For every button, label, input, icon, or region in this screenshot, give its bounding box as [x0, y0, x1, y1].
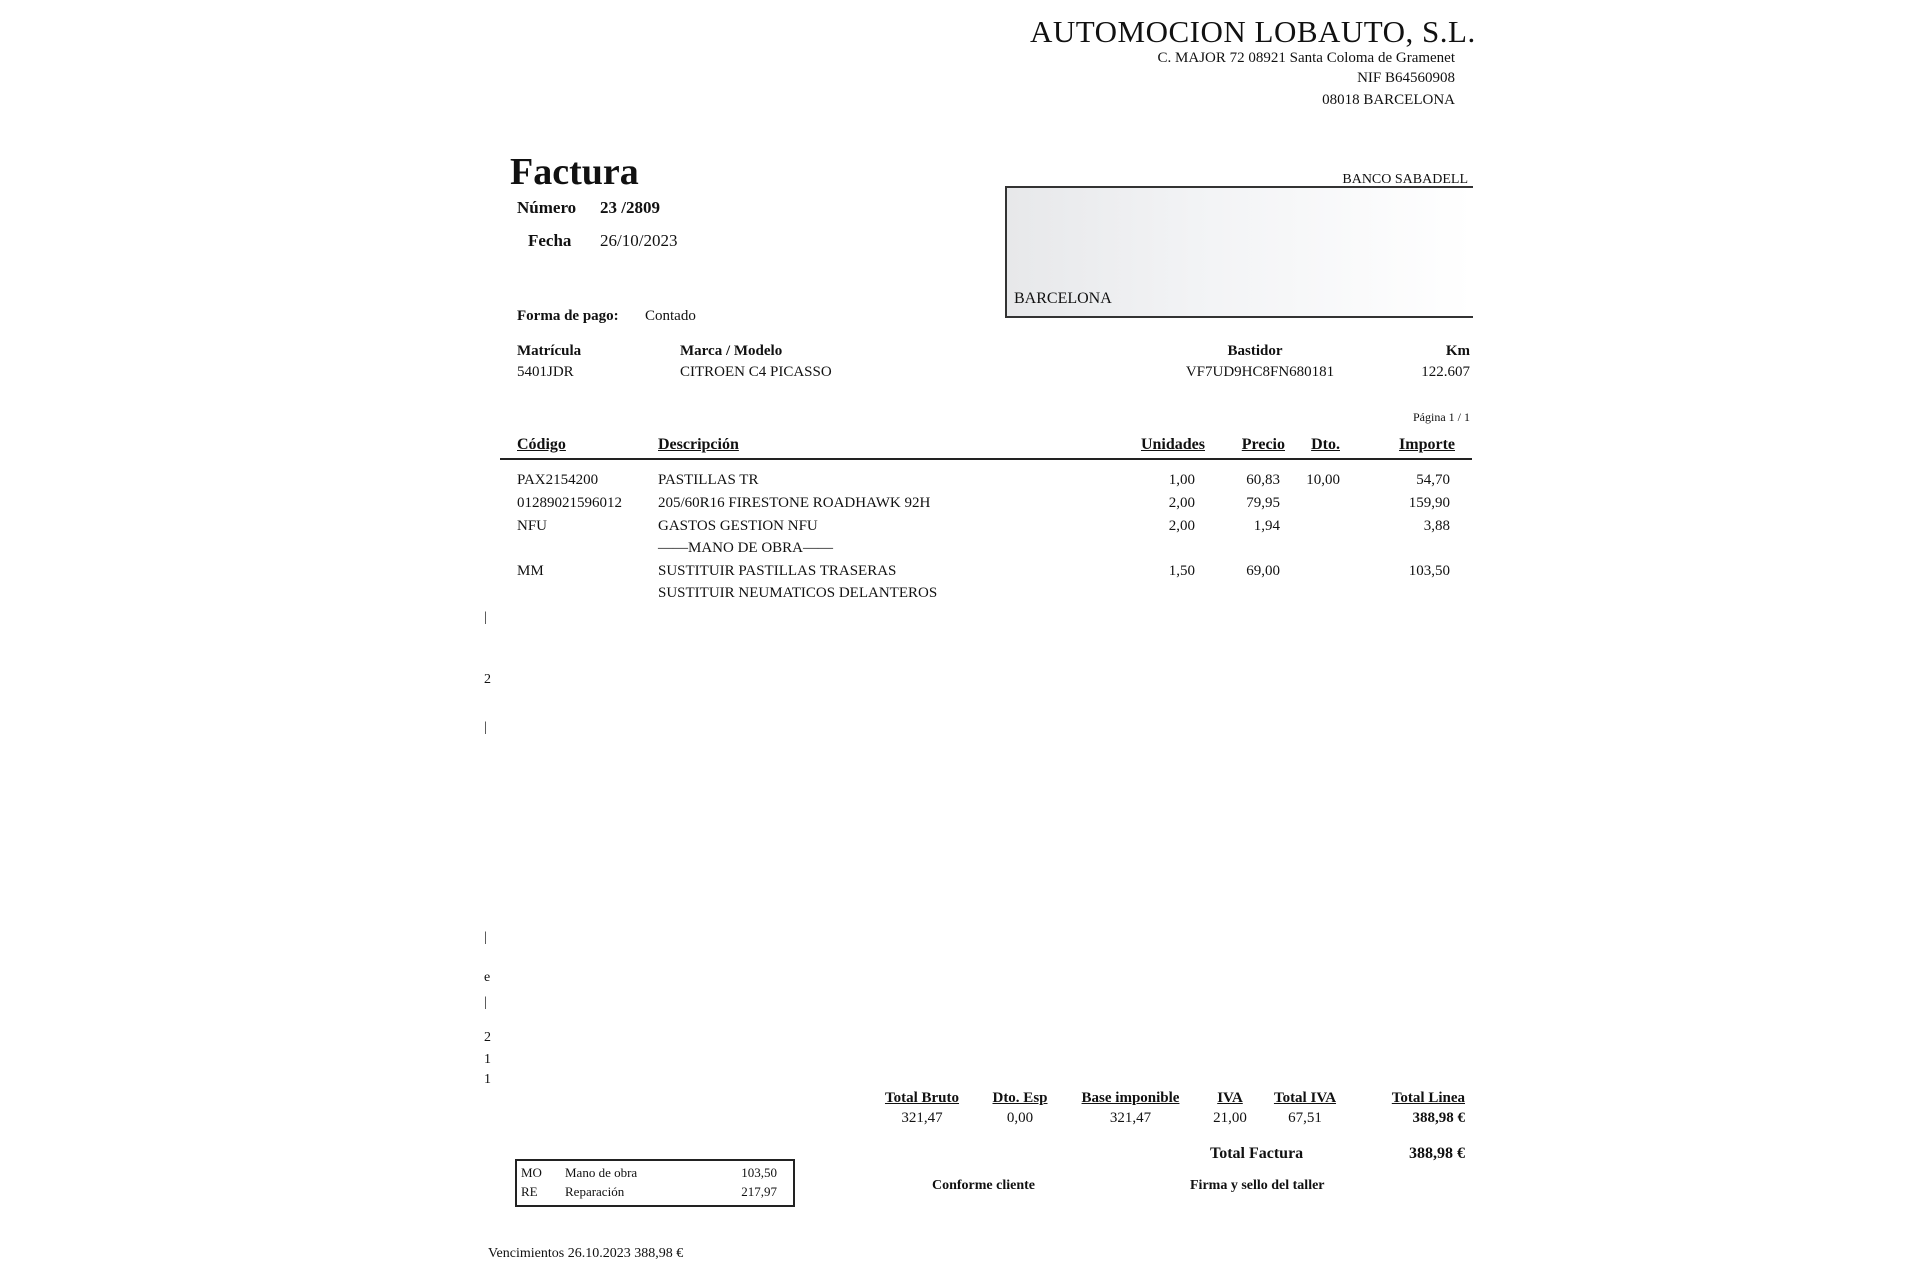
total-gross-value: 321,47: [901, 1110, 943, 1126]
chassis-label: Bastidor: [1227, 343, 1283, 359]
summary-box: [515, 1159, 795, 1207]
payment-label: Forma de pago:: [517, 308, 619, 324]
margin-mark: 2: [484, 672, 491, 687]
summary-code: RE: [521, 1184, 538, 1199]
summary-label: Reparación: [565, 1184, 625, 1199]
row-description: PASTILLAS TR: [658, 472, 759, 488]
invoice-date: 26/10/2023: [600, 231, 678, 250]
col-price-header: Precio: [1241, 436, 1285, 453]
summary-value: 103,50: [741, 1165, 777, 1180]
invoice-total-value: 388,98 €: [1409, 1145, 1465, 1162]
summary-value: 217,97: [741, 1184, 777, 1199]
summary-label: Mano de obra: [565, 1165, 638, 1180]
company-name: AUTOMOCION LOBAUTO, S.L.: [1030, 14, 1476, 49]
margin-mark: |: [484, 720, 487, 735]
margin-mark: |: [484, 610, 487, 625]
customer-city: BARCELONA: [1014, 290, 1112, 307]
margin-mark: 2: [484, 1030, 491, 1045]
col-amount-header: Importe: [1399, 436, 1455, 453]
row-price: 79,95: [1246, 495, 1280, 511]
special-discount-value: 0,00: [1006, 1110, 1034, 1126]
row-units: 2,00: [1168, 518, 1195, 534]
vat-total-value: 67,51: [1288, 1110, 1322, 1126]
row-price: 1,94: [1253, 518, 1280, 534]
margin-mark: 1: [484, 1052, 491, 1067]
vat-rate-value: 21,00: [1213, 1110, 1247, 1126]
client-signature-label: Conforme cliente: [932, 1178, 1036, 1193]
row-description: 205/60R16 FIRESTONE ROADHAWK 92H: [658, 495, 931, 511]
row-code: MM: [517, 563, 544, 579]
row-amount: 159,90: [1408, 495, 1450, 511]
row-description: SUSTITUIR PASTILLAS TRASERAS: [658, 563, 897, 579]
col-units-header: Unidades: [1140, 436, 1205, 453]
vat-total-label: Total IVA: [1273, 1090, 1337, 1106]
invoice-date-label: Fecha: [528, 231, 572, 250]
payment-method: Contado: [645, 308, 696, 324]
row-description: GASTOS GESTION NFU: [658, 518, 818, 534]
col-discount-header: Dto.: [1311, 436, 1340, 453]
chassis-value: VF7UD9HC8FN680181: [1185, 364, 1335, 380]
page-number: Página 1 / 1: [1413, 410, 1470, 424]
row-units: 1,50: [1168, 563, 1195, 579]
invoice-title: Factura: [510, 151, 639, 193]
row-code: NFU: [517, 518, 548, 534]
margin-mark: |: [484, 930, 487, 945]
margin-mark: e: [484, 970, 491, 985]
plate-label: Matrícula: [517, 343, 582, 359]
row-amount: 103,50: [1408, 563, 1450, 579]
summary-code: MO: [521, 1165, 542, 1180]
margin-mark: 1: [484, 1072, 491, 1087]
plate-value: 5401JDR: [517, 364, 574, 380]
invoice-total-label: Total Factura: [1210, 1145, 1304, 1162]
customer-bank: BANCO SABADELL: [1342, 172, 1468, 187]
col-description-header: Descripción: [658, 436, 739, 453]
total-gross-label: Total Bruto: [884, 1090, 960, 1106]
model-value: CITROEN C4 PICASSO: [680, 364, 832, 380]
row-price: 60,83: [1246, 472, 1280, 488]
line-total-value: 388,98 €: [1412, 1110, 1465, 1126]
row-discount: 10,00: [1306, 472, 1340, 488]
model-label: Marca / Modelo: [680, 343, 783, 359]
line-total-label: Total Linea: [1391, 1090, 1465, 1106]
col-code-header: Código: [517, 436, 566, 453]
row-code: 01289021596012: [517, 495, 622, 511]
company-nif: NIF B64560908: [1357, 70, 1455, 86]
company-city: 08018 BARCELONA: [1322, 92, 1455, 108]
row-price: 69,00: [1246, 563, 1280, 579]
row-description: SUSTITUIR NEUMATICOS DELANTEROS: [658, 585, 938, 601]
row-units: 2,00: [1168, 495, 1195, 511]
table-header-rule: [500, 458, 1472, 460]
tax-base-label: Base imponible: [1081, 1090, 1180, 1106]
row-amount: 54,70: [1416, 472, 1450, 488]
margin-marks: [481, 610, 497, 1090]
row-amount: 3,88: [1423, 518, 1450, 534]
margin-mark: |: [484, 995, 487, 1010]
invoice-number: 23 /2809: [600, 198, 660, 217]
footer-due-dates: Vencimientos 26.10.2023 388,98 €: [488, 1246, 684, 1261]
row-code: PAX2154200: [517, 472, 599, 488]
company-address: C. MAJOR 72 08921 Santa Coloma de Gramenet: [1157, 50, 1455, 66]
km-value: 122.607: [1421, 364, 1470, 380]
vat-rate-label: IVA: [1217, 1090, 1243, 1106]
shop-signature-label: Firma y sello del taller: [1190, 1178, 1325, 1193]
row-units: 1,00: [1168, 472, 1195, 488]
row-description: ——MANO DE OBRA——: [658, 540, 834, 556]
special-discount-label: Dto. Esp: [992, 1090, 1048, 1106]
invoice-number-label: Número: [517, 198, 577, 217]
km-label: Km: [1445, 343, 1470, 359]
tax-base-value: 321,47: [1109, 1110, 1152, 1126]
